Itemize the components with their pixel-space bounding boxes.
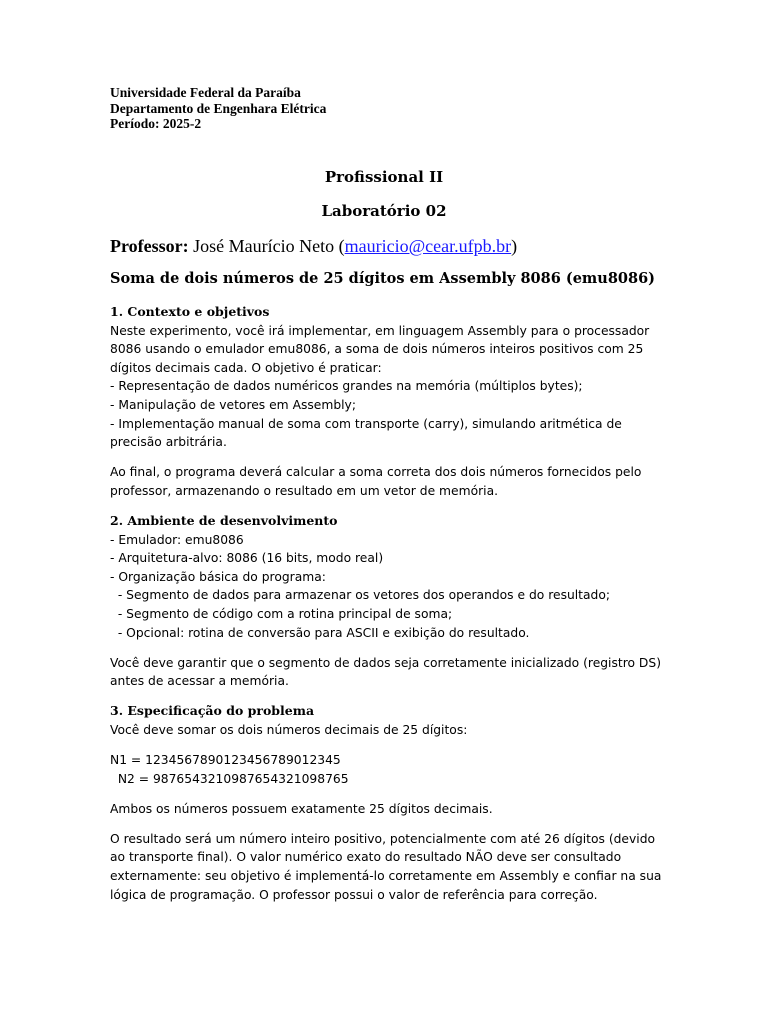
section-heading-specification: 3. Especificação do problema: [110, 703, 315, 719]
section-spec-intro: Você deve somar os dois números decimais de 25 dígitos:: [110, 722, 468, 737]
number-n2: N2 = 9876543210987654321098765: [110, 771, 349, 786]
environment-item: - Organização básica do programa:: [110, 569, 326, 584]
objective-item: - Implementação manual de soma com transporte (carry), simulando aritmética de precisão arbitrária.: [110, 416, 622, 450]
section-spec-result: O resultado será um número inteiro positivo, potencialmente com até 26 dígitos (devido ao transporte final). O valor numérico exato do resultado NÃO deve ser consultado externamente: seu objetivo é implementá-lo corretamente em Assembly e confiar na sua lógica de programação. O professor possui o valor de referência para correção.: [110, 831, 662, 902]
professor-close-paren: ): [511, 236, 518, 256]
section-spec-note: Ambos os números possuem exatamente 25 dígitos decimais.: [110, 801, 493, 816]
department-name: Departamento de Engenhara Elétrica: [110, 100, 327, 116]
number-n1: N1 = 1234567890123456789012345: [110, 752, 341, 767]
professor-open-paren: (: [334, 236, 345, 256]
professor-label: Professor:: [110, 236, 189, 256]
environment-item: - Arquitetura-alvo: 8086 (16 bits, modo real): [110, 551, 384, 566]
university-name: Universidade Federal da Paraíba: [110, 85, 301, 100]
professor-line: [110, 236, 517, 257]
section-heading-environment: 2. Ambiente de desenvolvimento: [110, 512, 338, 528]
section-environment-closing: Você deve garantir que o segmento de dados seja corretamente inicializado (registro DS) antes de acessar a memória.: [110, 655, 661, 689]
course-title: Profissional II: [324, 168, 444, 186]
environment-subitem: - Segmento de dados para armazenar os vetores dos operandos e do resultado;: [110, 588, 611, 603]
section-context-closing: Ao final, o programa deverá calcular a soma correta dos dois números fornecidos pelo professor, armazenando o resultado em um vetor de memória.: [110, 465, 642, 498]
professor-email-link[interactable]: mauricio@cear.ufpb.br: [344, 236, 512, 256]
document-header: [110, 85, 326, 132]
environment-subitem: - Segmento de código com a rotina principal de soma;: [110, 606, 453, 621]
objective-item: - Representação de dados numéricos grandes na memória (múltiplos bytes);: [110, 379, 583, 394]
environment-item: - Emulador: emu8086: [110, 532, 244, 547]
document-title: Soma de dois números de 25 dígitos em Assembly 8086 (emu8086): [110, 270, 656, 287]
document-body: [110, 303, 670, 904]
period-label: Período: 2025-2: [110, 116, 202, 131]
objective-item: - Manipulação de vetores em Assembly;: [110, 397, 356, 412]
environment-subitem: - Opcional: rotina de conversão para ASCII e exibição do resultado.: [110, 625, 530, 640]
section-context-intro: Neste experimento, você irá implementar, em linguagem Assembly para o processador 8086 usando o emulador emu8086, a soma de dois números inteiros positivos com 25 dígitos decimais cada. O objetivo é praticar:: [110, 323, 650, 375]
lab-title: Laboratório 02: [321, 202, 447, 220]
section-heading-context: 1. Contexto e objetivos: [110, 304, 270, 319]
professor-name: José Maurício Neto: [193, 236, 335, 256]
